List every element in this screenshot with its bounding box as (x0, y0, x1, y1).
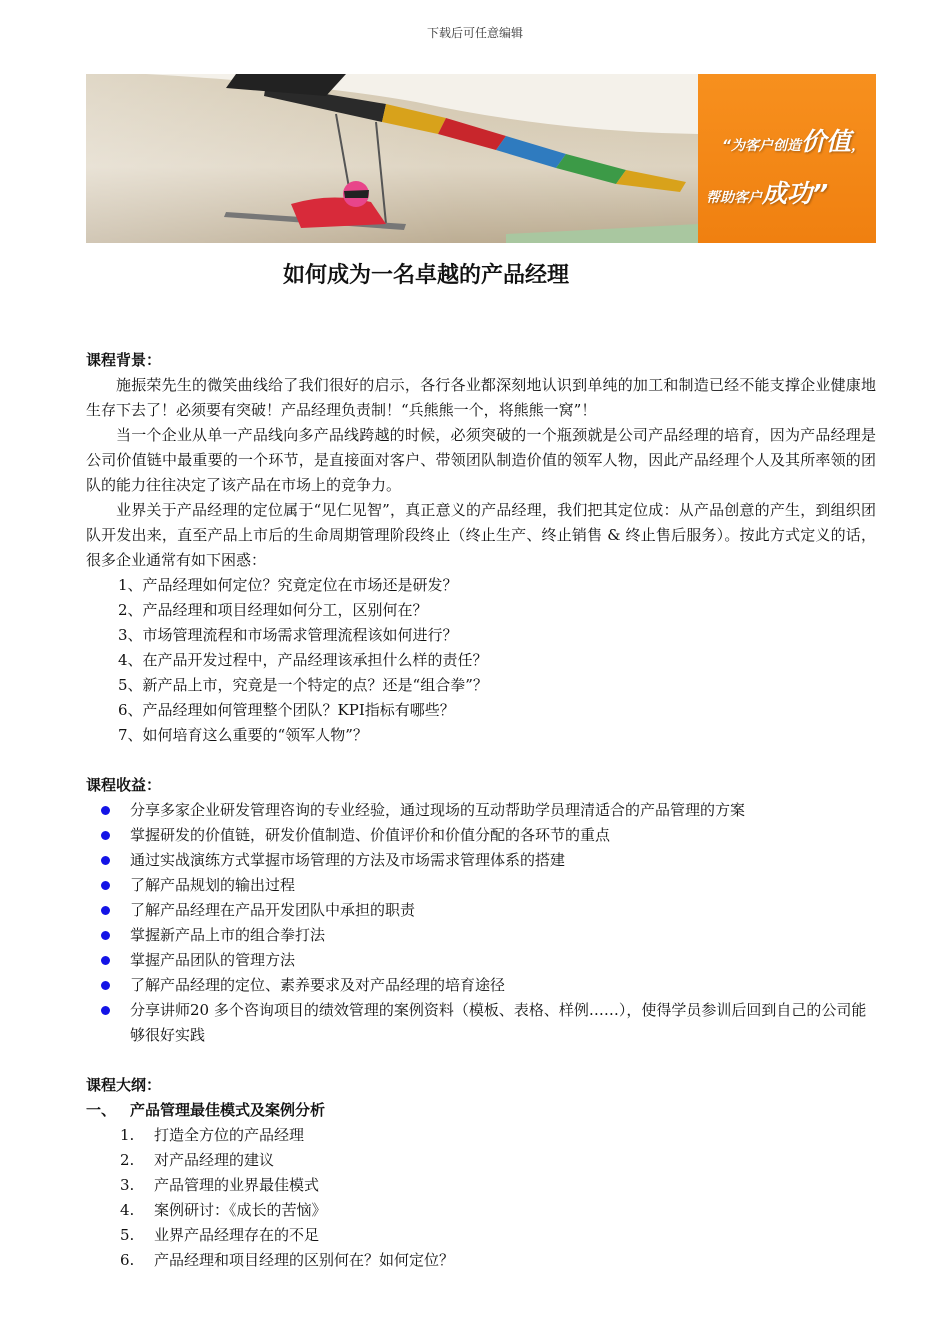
slogan-line-2: 帮助客户成功” (706, 179, 829, 208)
bullet-icon (101, 806, 110, 815)
document-body (86, 348, 876, 1273)
outline-item: 4. 案例研讨：《成长的苦恼》 (120, 1201, 327, 1219)
hang-glider-photo (86, 74, 698, 243)
hang-glider-banner (86, 74, 876, 243)
question-list (86, 573, 876, 748)
bullet-icon (101, 881, 110, 890)
benefit-item: 了解产品规划的输出过程 (86, 873, 876, 898)
background-paragraph: 业界关于产品经理的定位属于“见仁见智”，真正意义的产品经理，我们把其定位成：从产品创意的产生，到组织团队开发出来，直至产品上市后的生命周期管理阶段终止（终止生产、终止销售 & 终止售后服务）。按此方式定义的话，很多企业通常有如下困惑： (86, 501, 876, 569)
bullet-icon (101, 906, 110, 915)
slogan-line-1: “为客户创造价值， (722, 127, 866, 156)
benefits-heading: 课程收益： (86, 776, 162, 794)
bullet-icon (101, 831, 110, 840)
benefit-item: 掌握产品团队的管理方法 (86, 948, 876, 973)
outline-part-heading (86, 1098, 876, 1123)
question-item: 2、产品经理和项目经理如何分工，区别何在？ (118, 601, 428, 619)
part-title: 产品管理最佳模式及案例分析 (130, 1101, 326, 1119)
part-number: 一、 (86, 1101, 117, 1119)
document-title: 如何成为一名卓越的产品经理 (282, 263, 569, 288)
outline-item: 2. 对产品经理的建议 (120, 1151, 275, 1169)
background-paragraph: 施振荣先生的微笑曲线给了我们很好的启示，各行各业都深刻地认识到单纯的加工和制造已经不能支撑企业健康地生存下去了！必须要有突破！产品经理负责制！“兵熊熊一个，将熊熊一窝”！ (86, 376, 876, 419)
benefit-item: 掌握新产品上市的组合拳打法 (86, 923, 876, 948)
benefit-item: 掌握研发的价值链，研发价值制造、价值评价和价值分配的各环节的重点 (86, 823, 876, 848)
bullet-icon (101, 856, 110, 865)
outline-item: 3. 产品管理的业界最佳模式 (120, 1176, 320, 1194)
question-item: 6、产品经理如何管理整个团队？KPI指标有哪些？ (118, 701, 455, 719)
background-paragraph: 当一个企业从单一产品线向多产品线跨越的时候，必须突破的一个瓶颈就是公司产品经理的培育，因为产品经理是公司价值链中最重要的一个环节，是直接面对客户、带领团队制造价值的领军人物，因此产品经理个人及其所率领的团队的能力往往决定了该产品在市场上的竞争力。 (86, 426, 876, 494)
benefit-item: 了解产品经理的定位、素养要求及对产品经理的培育途径 (86, 973, 876, 998)
bullet-icon (101, 931, 110, 940)
background-heading: 课程背景： (86, 351, 162, 369)
question-item: 1、产品经理如何定位？究竟定位在市场还是研发？ (118, 576, 458, 594)
benefits-list (86, 798, 876, 1048)
benefit-item: 分享多家企业研发管理咨询的专业经验，通过现场的互动帮助学员理清适合的产品管理的方案 (86, 798, 876, 823)
banner-slogan-panel (698, 74, 876, 243)
outline-item: 6. 产品经理和项目经理的区别何在？如何定位？ (120, 1251, 455, 1269)
benefit-item: 分享讲师20 多个咨询项目的绩效管理的案例资料（模板、表格、样例……），使得学员参训后回到自己的公司能够很好实践 (86, 998, 876, 1048)
outline-heading: 课程大纲： (86, 1076, 162, 1094)
question-item: 7、如何培育这么重要的“领军人物”？ (118, 726, 368, 744)
question-item: 5、新产品上市，究竟是一个特定的点？还是“组合拳”？ (118, 676, 488, 694)
outline-item: 5. 业界产品经理存在的不足 (120, 1226, 320, 1244)
outline-item: 1. 打造全方位的产品经理 (120, 1126, 305, 1144)
benefit-item: 了解产品经理在产品开发团队中承担的职责 (86, 898, 876, 923)
outline-item-list (86, 1123, 876, 1273)
question-item: 4、在产品开发过程中，产品经理该承担什么样的责任？ (118, 651, 488, 669)
page-header-note: 下载后可任意编辑 (426, 26, 523, 40)
benefit-item: 通过实战演练方式掌握市场管理的方法及市场需求管理体系的搭建 (86, 848, 876, 873)
bullet-icon (101, 1006, 110, 1015)
question-item: 3、市场管理流程和市场需求管理流程该如何进行？ (118, 626, 458, 644)
bullet-icon (101, 981, 110, 990)
bullet-icon (101, 956, 110, 965)
